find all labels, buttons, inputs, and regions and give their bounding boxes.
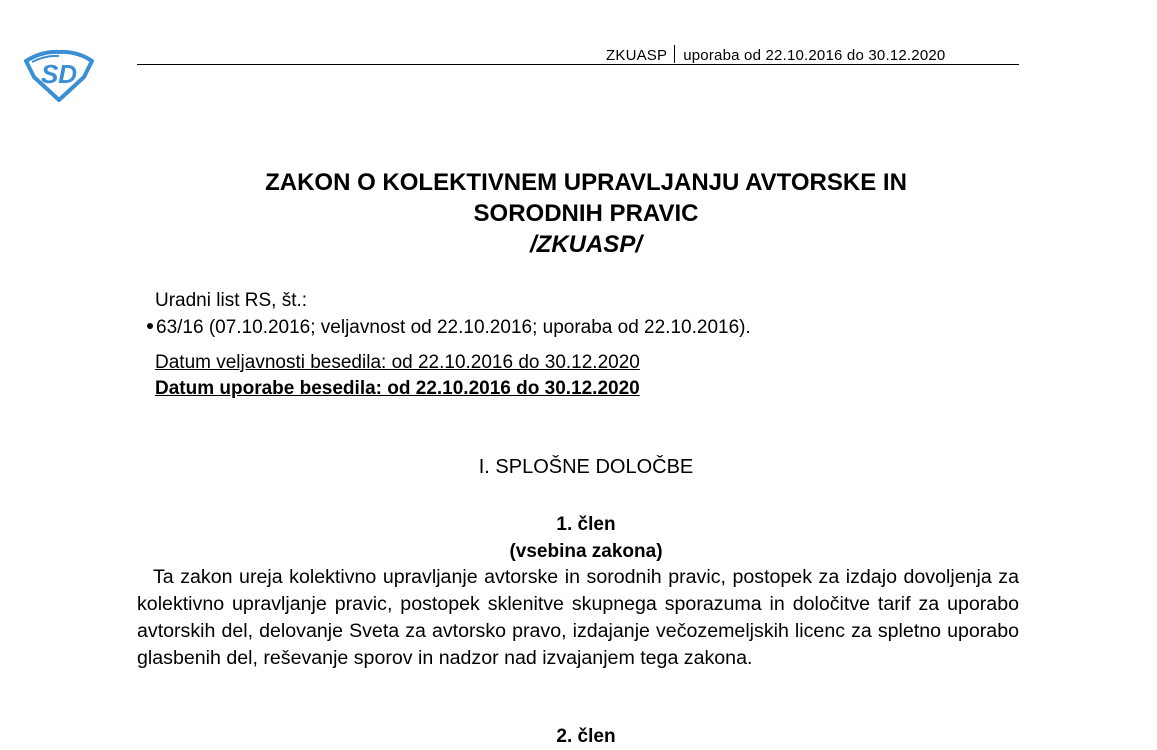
article-2-header — [137, 723, 1035, 750]
gazette-info — [155, 287, 751, 341]
bullet-icon — [147, 323, 153, 329]
article-number: 2. člen — [556, 726, 616, 747]
article-number: 1. člen — [556, 514, 616, 535]
gazette-item-text: 63/16 (07.10.2016; veljavnost od 22.10.2016; uporaba od 22.10.2016). — [156, 317, 751, 338]
application-date: Datum uporabe besedila: od 22.10.2016 do 30.12.2020 — [155, 378, 640, 399]
gazette-label: Uradni list RS, št.: — [155, 290, 308, 311]
header-rule — [137, 64, 1019, 65]
document-title — [137, 167, 1035, 260]
header-separator — [674, 45, 675, 63]
title-abbreviation: /ZKUASP/ — [529, 231, 642, 258]
title-line-1: ZAKON O KOLEKTIVNEM UPRAVLJANJU AVTORSKE IN — [265, 169, 907, 196]
section-title: I. SPLOŠNE DOLOČBE — [478, 456, 694, 478]
header-abbr: ZKUASP — [606, 47, 668, 64]
svg-text:SD: SD — [40, 59, 78, 89]
validity-date: Datum veljavnosti besedila: od 22.10.2016 do 30.12.2020 — [155, 352, 640, 373]
gazette-item — [155, 314, 751, 341]
running-header — [606, 45, 945, 64]
title-line-2: SORODNIH PRAVIC — [473, 200, 699, 227]
sd-logo-icon — [22, 47, 96, 103]
article-1-header — [137, 511, 1035, 565]
text-dates — [155, 350, 640, 402]
header-validity: uporaba od 22.10.2016 do 30.12.2020 — [683, 47, 946, 64]
article-heading: (vsebina zakona) — [509, 541, 663, 562]
article-1-text: Ta zakon ureja kolektivno upravljanje avtorske in sorodnih pravic, postopek za izdajo dovoljenja za kolektivno upravljanje pravic, postopek sklenitve skupnega sporazuma in določitve tarif za uporabo avtorskih del, delovanje Sveta za avtorsko pravo, izdajanje večozemeljskih licenc za spletno uporabo glasbenih del, reševanje sporov in nadzor nad izvajanjem tega zakona. — [137, 566, 1019, 669]
